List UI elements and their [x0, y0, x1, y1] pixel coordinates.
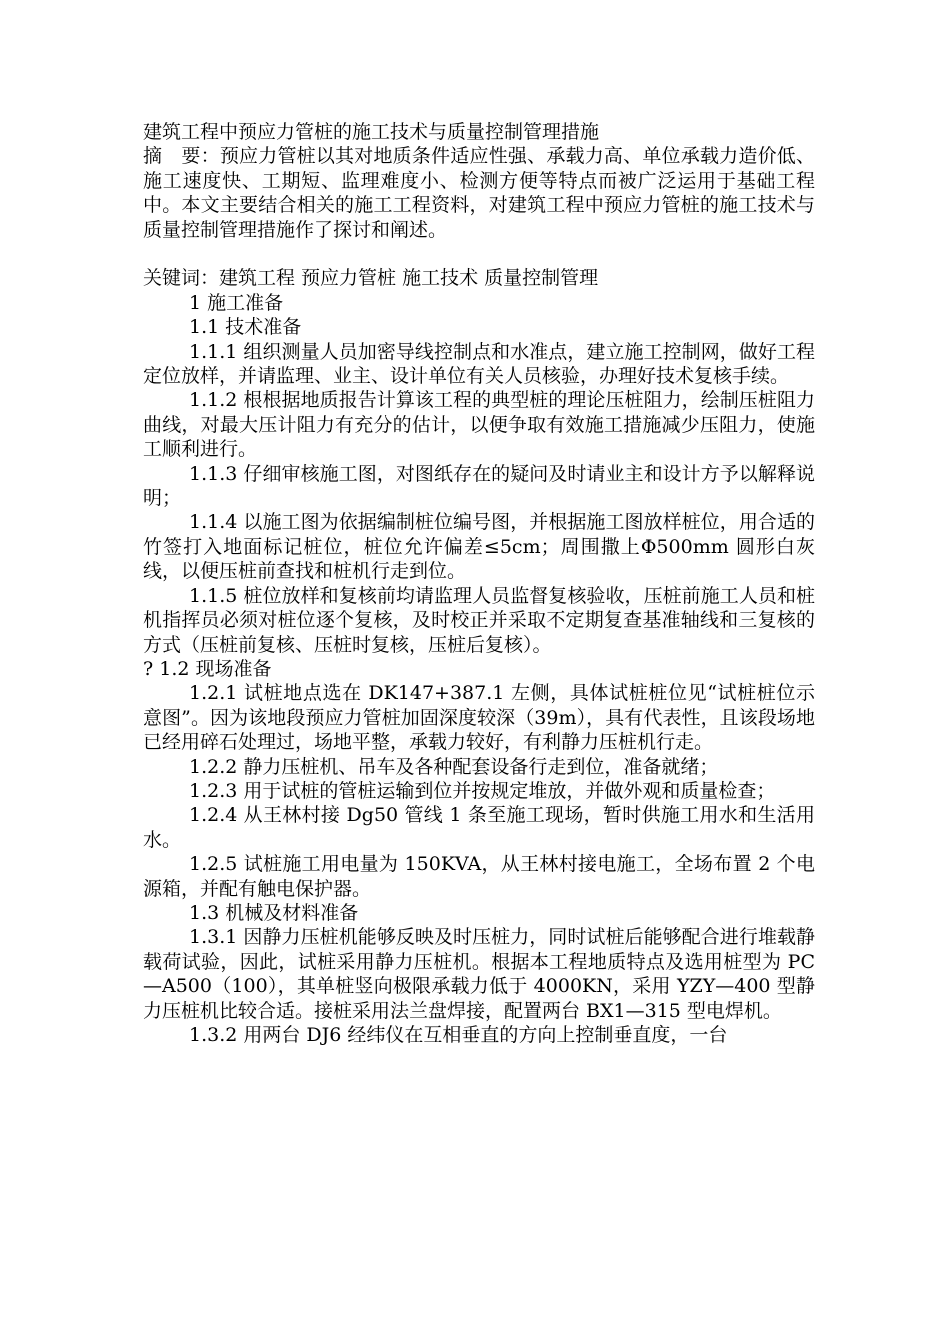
paragraph-1-1-5: 1.1.5 桩位放样和复核前均请监理人员监督复核验收，压桩前施工人员和桩机指挥员必须对桩位逐个复核，及时校正并采取不定期复查基准轴线和三复核的方式（压桩前复核、压桩时复核，压桩后复核）。	[143, 584, 815, 656]
heading-1: 1 施工准备	[189, 291, 284, 314]
blank-line	[143, 242, 815, 266]
paragraph-1-1-3: 1.1.3 仔细审核施工图，对图纸存在的疑问及时请业主和设计方予以解释说明；	[143, 462, 815, 510]
document-title: 建筑工程中预应力管桩的施工技术与质量控制管理措施	[143, 121, 600, 143]
paragraph-1-2-2: 1.2.2 静力压桩机、吊车及各种配套设备行走到位，准备就绪；	[189, 755, 719, 778]
paragraph-1-2-4: 1.2.4 从王林村接 Dg50 管线 1 条至施工现场，暂时供施工用水和生活用水。	[143, 804, 815, 851]
heading-1-3: 1.3 机械及材料准备	[189, 901, 359, 924]
paragraph-1-1-1: 1.1.1 组织测量人员加密导线控制点和水准点，建立施工控制网，做好工程定位放样，并请监理、业主、设计单位有关人员核验，办理好技术复核手续。	[143, 340, 815, 388]
paragraph-1-3-1: 1.3.1 因静力压桩机能够反映及时压桩力，同时试桩后能够配合进行堆载静载荷试验，因此，试桩采用静力压桩机。根据本工程地质特点及选用桩型为 PC—A500（100），其单桩竖向极限承载力低于 4000KN，采用 YZY—400 型静力压桩机比较合适。接桩采用法兰盘焊接，配置两台 BX1—315 型电焊机。	[143, 926, 815, 1022]
paragraph-1-1-2: 1.1.2 根根据地质报告计算该工程的典型桩的理论压桩阻力，绘制压桩阻力曲线，对最大压计阻力有充分的估计，以便争取有效施工措施减少压阻力，使施工顺利进行。	[143, 389, 815, 461]
paragraph-1-3-2: 1.3.2 用两台 DJ6 经纬仪在互相垂直的方向上控制垂直度，一台	[189, 1024, 728, 1047]
paragraph-1-2-3: 1.2.3 用于试桩的管桩运输到位并按规定堆放，并做外观和质量检查；	[189, 779, 776, 802]
paragraph-1-1-4: 1.1.4 以施工图为依据编制桩位编号图，并根据施工图放样桩位，用合适的竹签打入地面标记桩位，桩位允许偏差≤5cm；周围撒上Φ500mm 圆形白灰线，以便压桩前查找和桩机行走到位。	[143, 511, 815, 583]
abstract: 摘 要：预应力管桩以其对地质条件适应性强、承载力高、单位承载力造价低、施工速度快、工期短、监理难度小、检测方便等特点而被广泛运用于基础工程中。本文主要结合相关的施工工程资料，对建筑工程中预应力管桩的施工技术与质量控制管理措施作了探讨和阐述。	[143, 145, 815, 241]
document-body	[143, 120, 815, 1047]
paragraph-1-2-1: 1.2.1 试桩地点选在 DK147+387.1 左侧，具体试桩桩位见“试桩桩位示意图”。因为该地段预应力管桩加固深度较深（39m），具有代表性，且该段场地已经用碎石处理过，场地平整，承载力较好，有利静力压桩机行走。	[143, 682, 815, 754]
heading-1-2: ? 1.2 现场准备	[143, 657, 272, 680]
keywords: 关键词：建筑工程 预应力管桩 施工技术 质量控制管理	[143, 267, 599, 290]
paragraph-1-2-5: 1.2.5 试桩施工用电量为 150KVA，从王林村接电施工，全场布置 2 个电源箱，并配有触电保护器。	[143, 853, 815, 900]
heading-1-1: 1.1 技术准备	[189, 316, 302, 339]
